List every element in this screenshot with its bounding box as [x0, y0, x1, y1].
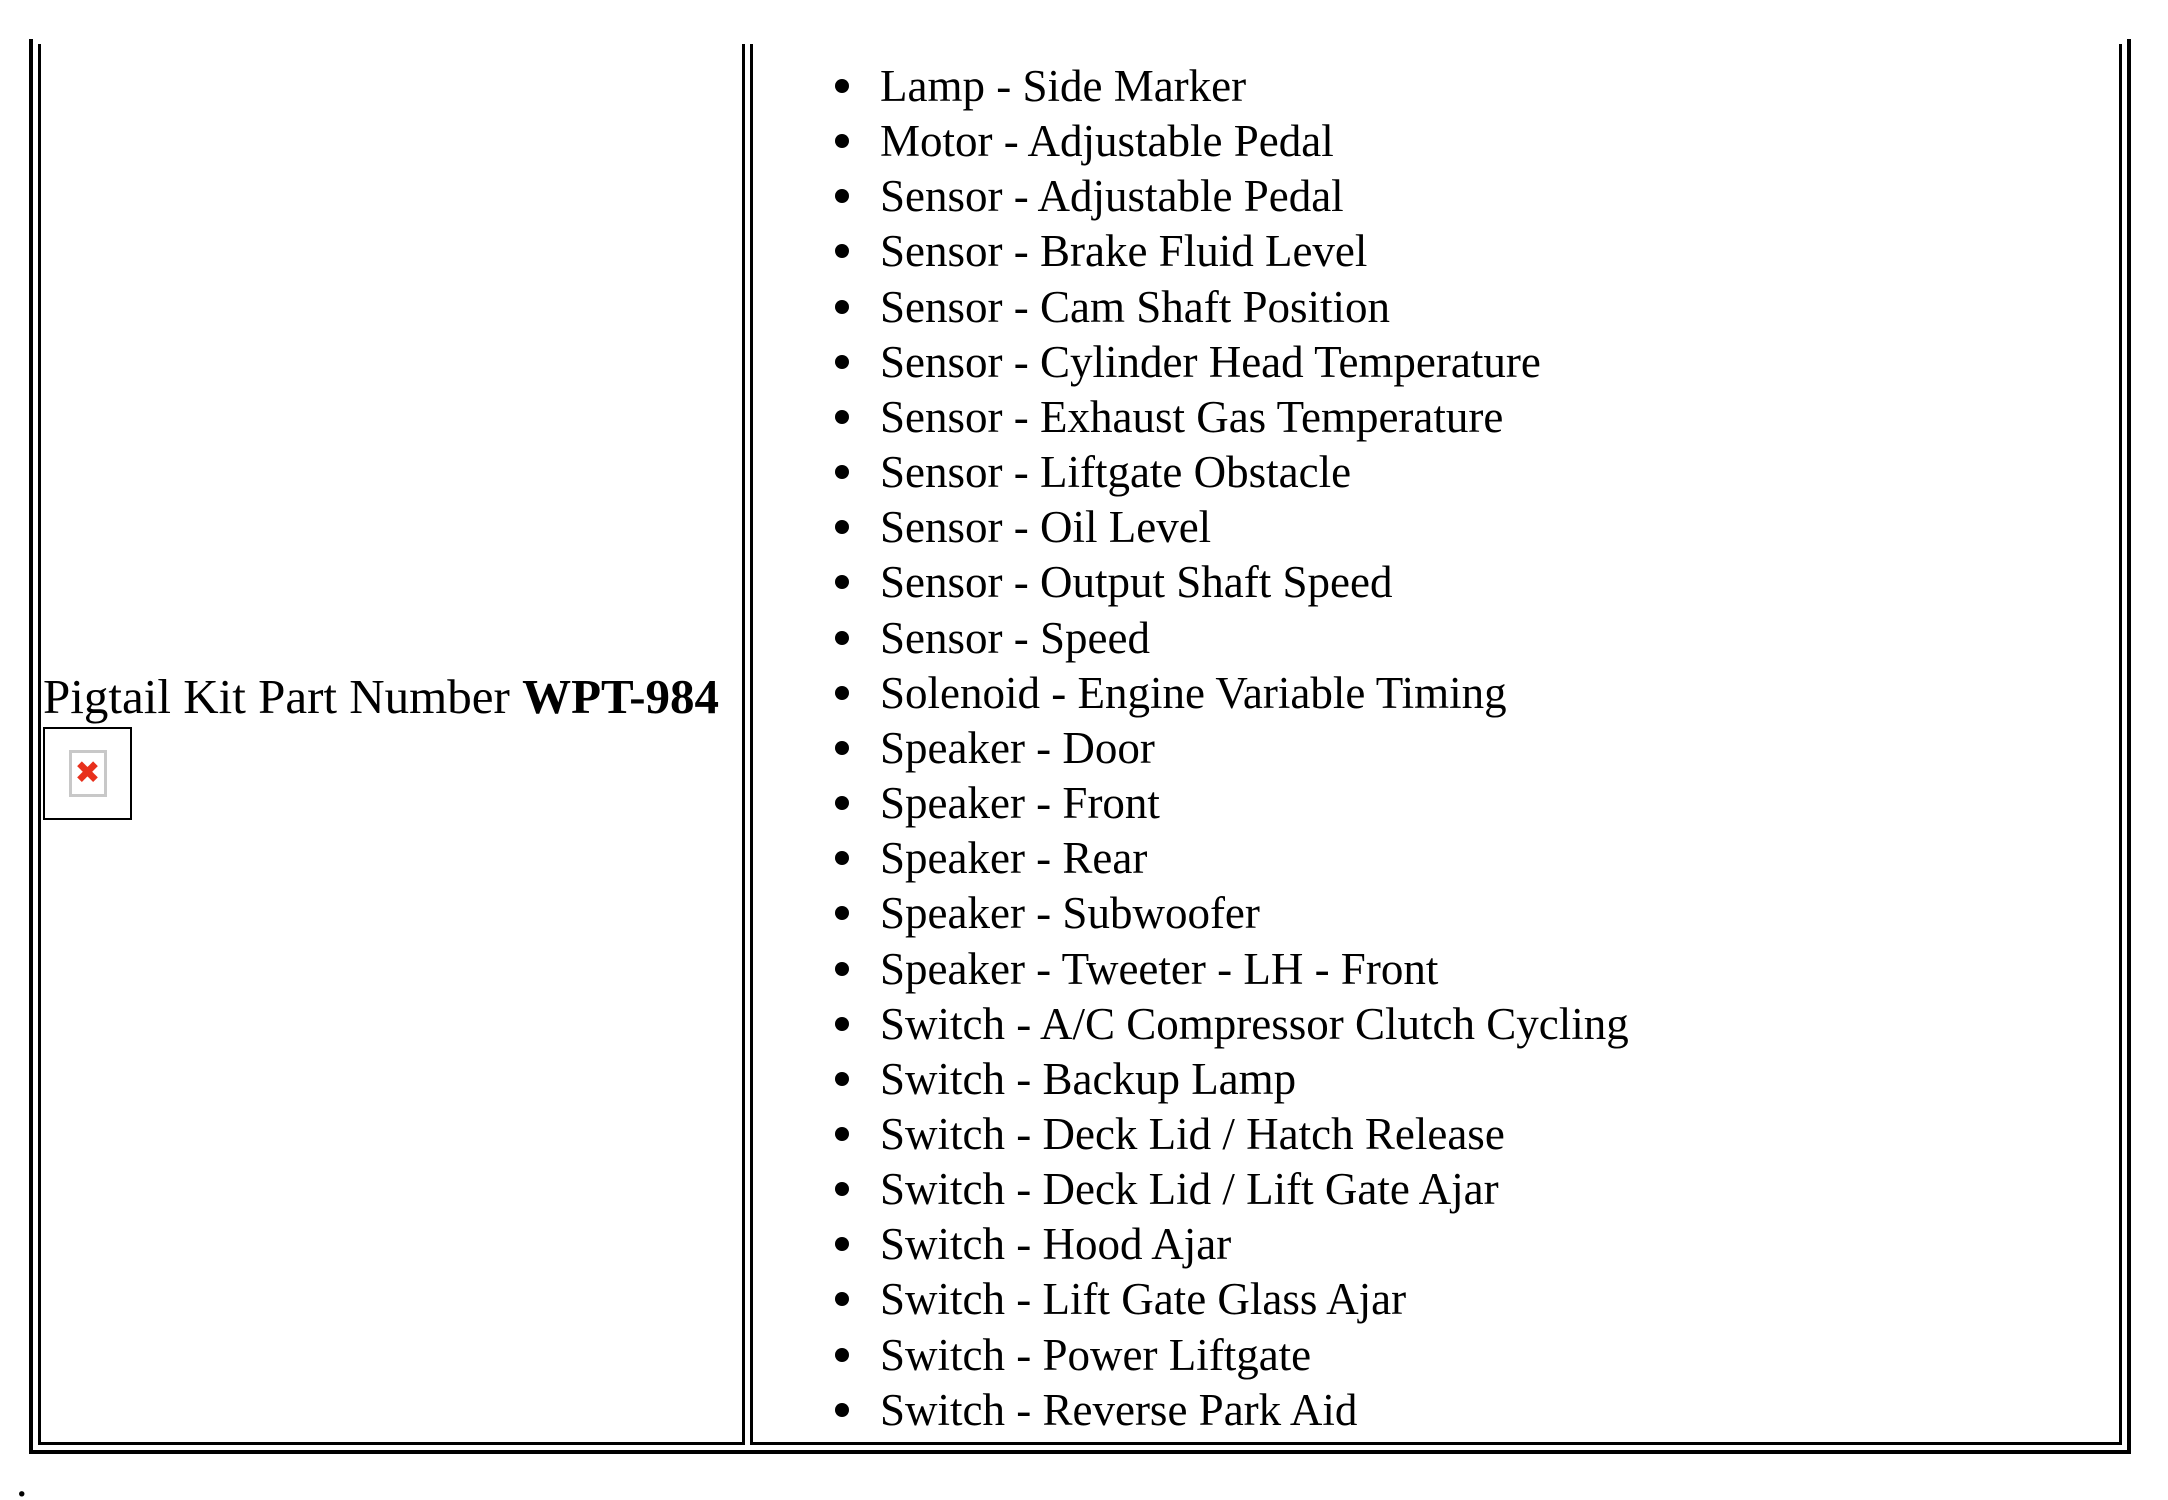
list-item-label: Sensor - Cylinder Head Temperature [880, 336, 1541, 387]
bullet-icon [835, 1182, 849, 1196]
list-item [880, 335, 2119, 390]
bullet-icon [835, 741, 849, 755]
list-item-label: Sensor - Cam Shaft Position [880, 281, 1391, 332]
bullet-icon [835, 796, 849, 810]
list-item [880, 1272, 2119, 1327]
list-item-label: Speaker - Subwoofer [880, 888, 1260, 939]
bullet-icon [835, 1237, 849, 1251]
bullet-icon [835, 134, 849, 148]
bullet-icon [835, 189, 849, 203]
bullet-icon [835, 1348, 849, 1362]
list-item-label: Motor - Adjustable Pedal [880, 116, 1334, 167]
list-item [880, 1383, 2119, 1438]
bullet-icon [835, 244, 849, 258]
bullet-icon [835, 355, 849, 369]
pigtail-kit-table [29, 39, 2131, 1454]
list-item [880, 776, 2119, 831]
list-item [880, 390, 2119, 445]
list-item [880, 942, 2119, 997]
list-item-label: Sensor - Output Shaft Speed [880, 557, 1393, 608]
list-item [880, 831, 2119, 886]
list-item-label: Speaker - Front [880, 778, 1160, 829]
list-item-label: Lamp - Side Marker [880, 61, 1247, 111]
bullet-icon [835, 686, 849, 700]
bullet-icon [835, 1127, 849, 1141]
list-item-label: Sensor - Brake Fluid Level [880, 226, 1368, 277]
broken-image-placeholder [43, 727, 132, 820]
list-item-label: Switch - Reverse Park Aid [880, 1384, 1358, 1435]
list-item-label: Switch - Deck Lid / Lift Gate Ajar [880, 1164, 1499, 1215]
list-item [880, 500, 2119, 555]
bullet-icon [835, 300, 849, 314]
bullet-icon [835, 410, 849, 424]
list-item-label: Sensor - Liftgate Obstacle [880, 447, 1352, 498]
bullet-icon [835, 906, 849, 920]
list-item-label: Switch - Hood Ajar [880, 1219, 1232, 1270]
list-item-label: Sensor - Speed [880, 612, 1150, 663]
list-item [880, 721, 2119, 776]
list-item [880, 1107, 2119, 1162]
bullet-icon [835, 851, 849, 865]
trailing-period: . [16, 1455, 28, 1500]
list-item-label: Sensor - Oil Level [880, 502, 1212, 553]
list-item-label: Speaker - Rear [880, 833, 1148, 884]
parts-list-cell [750, 44, 2122, 1445]
red-x-icon: ✖ [74, 754, 101, 791]
bullet-icon [835, 465, 849, 479]
list-item [880, 280, 2119, 335]
list-item [880, 666, 2119, 721]
list-item-label: Switch - Backup Lamp [880, 1053, 1297, 1104]
part-number-line [41, 667, 742, 727]
list-item [880, 1328, 2119, 1383]
list-item-label: Speaker - Door [880, 722, 1155, 773]
bullet-icon [835, 575, 849, 589]
list-item [880, 555, 2119, 610]
bullet-icon [835, 1017, 849, 1031]
list-item [880, 224, 2119, 279]
list-item [880, 886, 2119, 941]
bullet-icon [835, 1292, 849, 1306]
list-item [880, 1162, 2119, 1217]
part-number-label: Pigtail Kit Part Number [43, 668, 510, 724]
list-item [880, 59, 2119, 114]
table-row [38, 44, 2122, 1445]
list-item-label: Switch - A/C Compressor Clutch Cycling [880, 998, 1629, 1049]
list-item-label: Solenoid - Engine Variable Timing [880, 667, 1507, 718]
bullet-icon [835, 962, 849, 976]
list-item-label: Speaker - Tweeter - LH - Front [880, 943, 1439, 994]
bullet-icon [835, 1403, 849, 1417]
list-item [880, 611, 2119, 666]
list-item-label: Switch - Lift Gate Glass Ajar [880, 1274, 1407, 1325]
list-item-label: Switch - Power Liftgate [880, 1329, 1312, 1380]
list-item [880, 997, 2119, 1052]
parts-list [753, 59, 2119, 1438]
list-item [880, 1217, 2119, 1272]
list-item [880, 114, 2119, 169]
bullet-icon [835, 520, 849, 534]
list-item [880, 1052, 2119, 1107]
list-item-label: Switch - Deck Lid / Hatch Release [880, 1108, 1505, 1159]
list-item [880, 445, 2119, 500]
bullet-icon [835, 79, 849, 93]
list-item-label: Sensor - Adjustable Pedal [880, 171, 1344, 222]
list-item [880, 169, 2119, 224]
bullet-icon [835, 1072, 849, 1086]
broken-image-icon [69, 750, 107, 797]
bullet-icon [835, 631, 849, 645]
list-item-label: Sensor - Exhaust Gas Temperature [880, 391, 1504, 442]
part-number-value: WPT-984 [522, 668, 720, 724]
part-number-cell [38, 44, 745, 1445]
